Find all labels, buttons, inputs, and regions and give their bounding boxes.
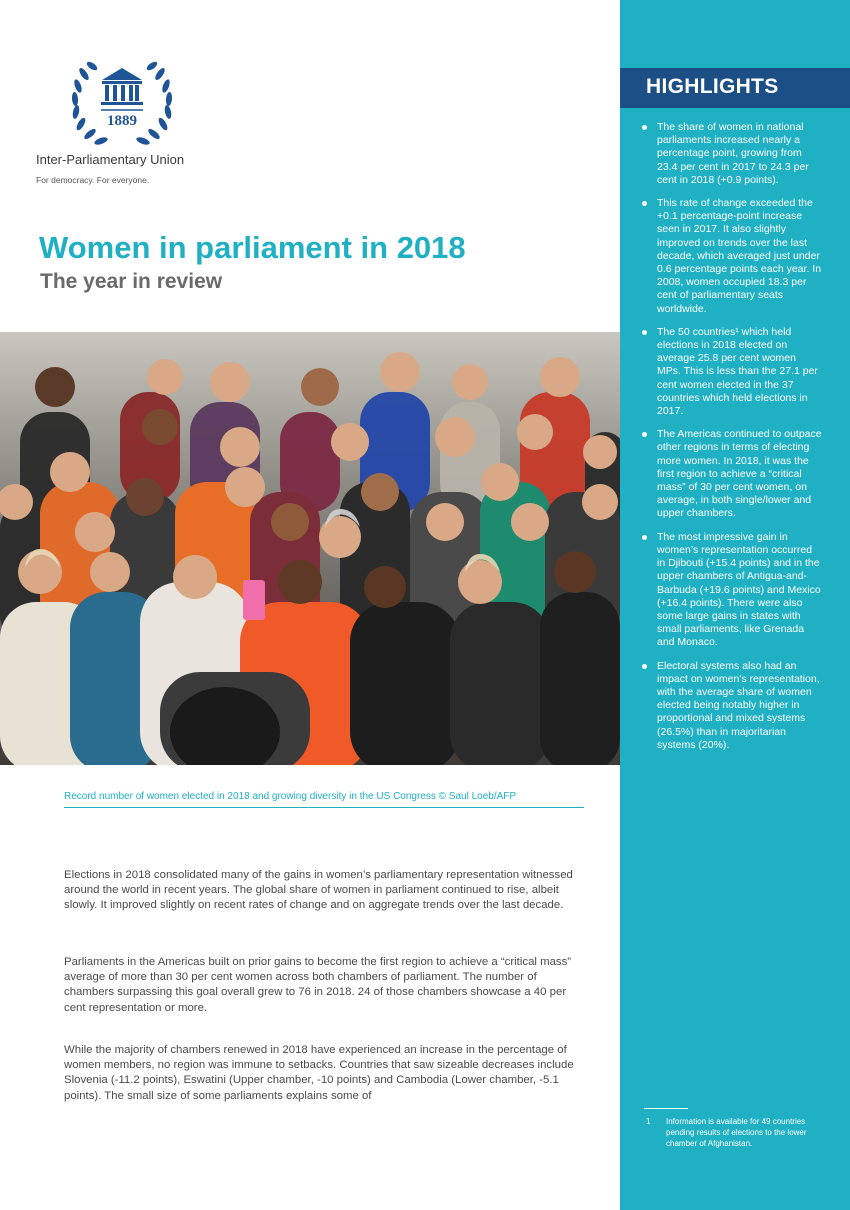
- group-photo-image: [0, 332, 620, 765]
- highlights-header: [620, 68, 850, 108]
- page-title: Women in parliament in 2018: [39, 230, 466, 265]
- footnote-text: Information is available for 49 countries pending results of elections to the lower chamber of Afghanistan.: [666, 1117, 807, 1148]
- highlight-item: The Americas continued to outpace other regions in terms of electing more women. In 2018, it was the first region to achieve a “critical mass” of 30 per cent women, on average, in both single/lower and upper chambers.: [642, 428, 822, 520]
- group-photo: [0, 332, 620, 765]
- highlight-item: The share of women in national parliaments increased nearly a percentage point, growing from 23.4 per cent in 2017 to 24.3 per cent in 2018 (+0.9 points).: [642, 121, 822, 187]
- photo-caption: Record number of women elected in 2018 and growing diversity in the US Congress © Saul Loeb/AFP: [64, 791, 517, 802]
- ipu-logo: [68, 50, 176, 150]
- highlight-item: Electoral systems also had an impact on women’s representation, with the average share of women elected being notably higher in proportional and mixed systems (26.5%) than in majoritarian systems (20%).: [642, 660, 822, 752]
- highlights-sidebar: [620, 0, 850, 1210]
- page-subtitle: The year in review: [40, 270, 223, 293]
- logo-year: 1889: [107, 113, 137, 129]
- highlights-list: [642, 121, 822, 762]
- org-tagline: For democracy. For everyone.: [36, 175, 150, 185]
- org-name: Inter-Parliamentary Union: [36, 152, 185, 167]
- highlight-item: The most impressive gain in women’s representation occurred in Djibouti (+15.4 points) and in the upper chambers of Antigua-and-Barbuda (+19.6 points) and Mexico (+16.4 points). There were also some large gains in states with small parliaments, like Grenada and Monaco.: [642, 531, 822, 650]
- parliament-building-laurel-icon: [68, 50, 176, 150]
- body-paragraph: Elections in 2018 consolidated many of the gains in women’s parliamentary representation witnessed around the world in recent years. The global share of women in parliament continued to rise, albeit slowly. It improved slightly on recent rates of change and on aggregate trends over the last decade.: [64, 869, 573, 912]
- body-paragraph: Parliaments in the Americas built on prior gains to become the first region to achieve a “critical mass” average of more than 30 per cent women across both chambers of parliament. The number of chambers surpassing this goal overall grew to 76 in 2018. 24 of those chambers showcase a 40 per cent representation or more.: [64, 956, 572, 1014]
- footnote-divider: [644, 1108, 688, 1109]
- highlights-title: HIGHLIGHTS: [646, 75, 779, 98]
- caption-divider: [64, 807, 584, 808]
- highlight-item: This rate of change exceeded the +0.1 percentage-point increase seen in 2017. It also slightly improved on trends over the last decade, which averaged just under 0.6 percentage points each year. In 2008, women occupied 18.3 per cent of parliamentary seats worldwide.: [642, 197, 822, 316]
- body-paragraph: While the majority of chambers renewed in 2018 have experienced an increase in the percentage of women members, no region was immune to setbacks. Countries that saw sizeable decreases include Slovenia (-11.2 points), Eswatini (Upper chamber, -10 points) and Cambodia (Lower chamber, -5.1 points). The small size of some parliaments explains some of: [64, 1044, 574, 1102]
- footnote-number: 1: [646, 1117, 651, 1126]
- highlight-item: The 50 countries¹ which held elections in 2018 elected on average 25.8 per cent women MPs. This is less than the 27.1 per cent women elected in the 37 countries which held elections in 2017.: [642, 326, 822, 418]
